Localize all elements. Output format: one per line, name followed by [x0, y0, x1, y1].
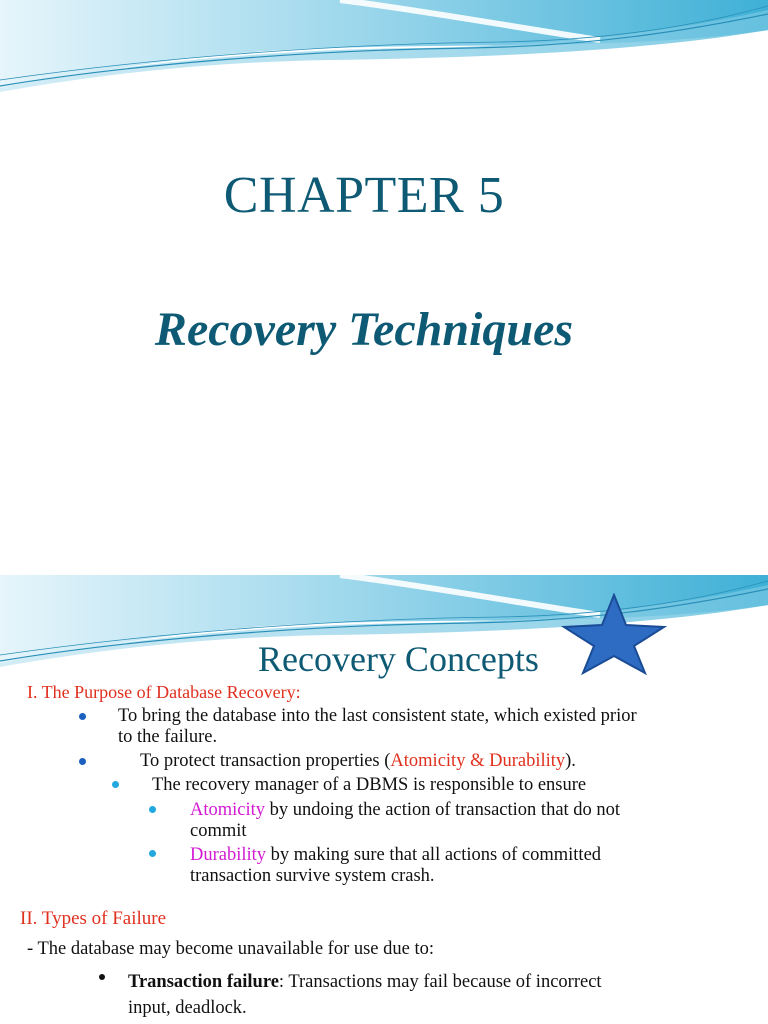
list-item [118, 706, 637, 748]
term-durability: Durability [190, 845, 267, 865]
section-intro: - The database may become unavailable for use due to: [27, 939, 435, 959]
sub-sub-list-item-atomicity: Atomicity by undoing the action of transaction that do not commit [190, 800, 621, 841]
list-item: To protect transaction properties (Atomicity & Durability). [140, 751, 576, 771]
chapter-title: CHAPTER 5 [223, 167, 505, 224]
bullet-icon [149, 806, 156, 813]
section-heading-purpose: I. The Purpose of Database Recovery: [27, 682, 301, 702]
slide-title: Recovery Concepts [258, 639, 539, 679]
bullet-icon [79, 758, 86, 765]
bullet-icon [149, 850, 156, 857]
list-item-transaction-failure: Transaction failure: Transactions may fail because of incorrect input, deadlock. [128, 972, 602, 1018]
bullet-icon [99, 974, 105, 980]
bullet-text: to the failure. [118, 727, 218, 747]
slide-recovery-concepts [0, 575, 768, 1024]
section-heading-failure: II. Types of Failure [20, 908, 167, 929]
sub-sub-list-item-durability: Durability by making sure that all actions of committed transaction survive system crash. [190, 845, 602, 886]
highlight-acid: Atomicity & Durability [390, 751, 566, 771]
bullet-text: To bring the database into the last consistent state, which existed prior [118, 706, 637, 726]
sub-list-item: The recovery manager of a DBMS is responsible to ensure [152, 775, 587, 795]
chapter-subtitle: Recovery Techniques [154, 303, 574, 356]
bullet-icon [112, 781, 119, 788]
slide-separator [0, 562, 768, 575]
term-atomicity: Atomicity [190, 800, 266, 820]
star-icon [560, 593, 668, 675]
term-transaction-failure: Transaction failure [128, 972, 279, 992]
bullet-icon [79, 713, 86, 720]
wave-banner [0, 0, 768, 95]
